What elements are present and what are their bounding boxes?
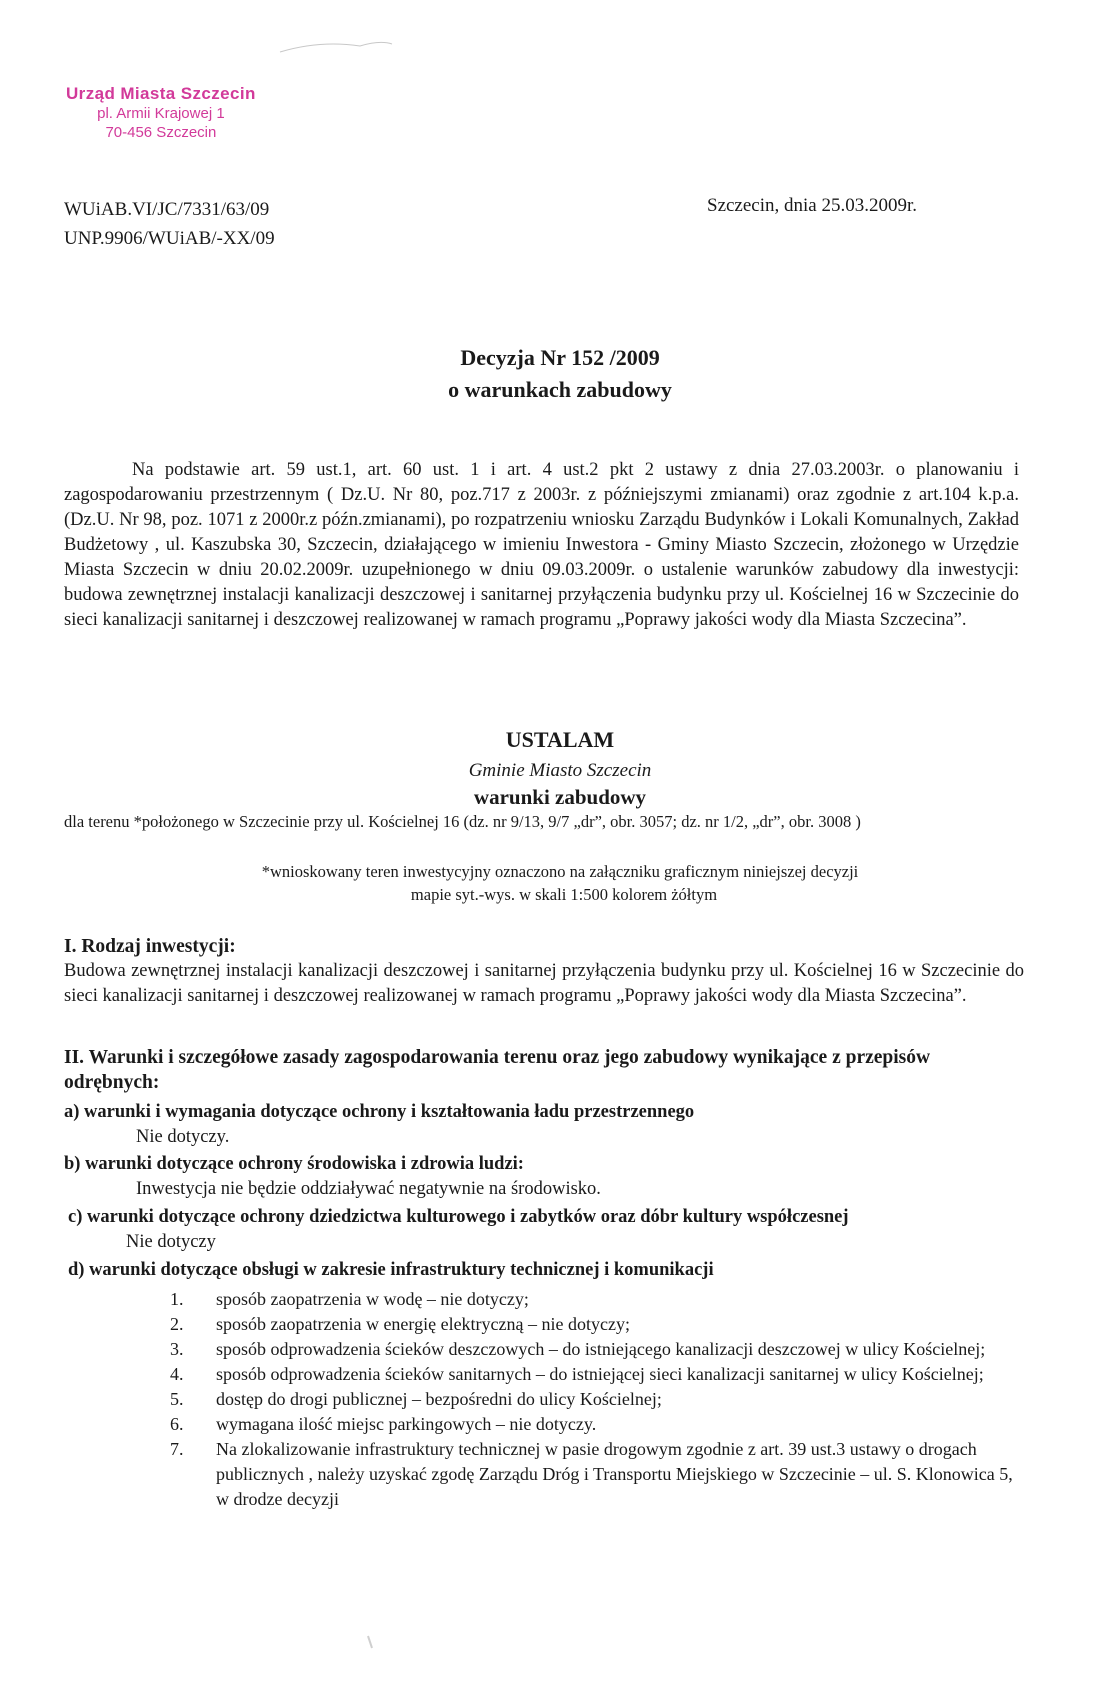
list-item-text: Na zlokalizowanie infrastruktury technicznej w pasie drogowym zgodnie z art. 39 ust.3 ustawy o drogach publicznych , należy uzyskać zgodę Zarządu Dróg i Transportu Miejskiego w Szczecinie – ul. S. Klonowica 5, w drodze decyzji [216,1439,1013,1509]
subsection-d [68,1258,1028,1283]
reference-numbers [64,195,275,253]
list-item [170,1287,1030,1312]
subsection-a-answer: Nie dotyczy. [136,1127,230,1147]
section-one-body: Budowa zewnętrznej instalacji kanalizacji deszczowej i sanitarnej przyłączenia budynku przy ul. Kościelnej 16 w Szczecinie do sieci kanalizacji sanitarnej i deszczowej realizowanej w ramach programu „Poprawy jakości wody dla Miasta Szczecina”. [64,961,1024,1006]
legal-basis-paragraph: Na podstawie art. 59 ust.1, art. 60 ust. 1 i art. 4 ust.2 pkt 2 ustawy z dnia 27.03.2003r. o planowaniu i zagospodarowaniu przestrzennym ( Dz.U. Nr 80, poz.717 z 2003r. z późniejszymi zmianami) oraz zgodnie z art.104 k.p.a. (Dz.U. Nr 98, poz. 1071 z 2000r.z późn.zmianami), po rozpatrzeniu wniosku Zarządu Budynków i Lokali Komunalnych, Zakład Budżetowy , ul. Kaszubska 30, Szczecin, działającego w imieniu Inwestora - Gminy Miasto Szczecin, złożonego w Urzędzie Miasta Szczecin w dniu 20.02.2009r. uzupełnionego w dniu 09.03.2009r. o ustalenie warunków zabudowy dla inwestycji: budowa zewnętrznej instalacji kanalizacji deszczowej i sanitarnej przyłączenia budynku przy ul. Kościelnej 16 w Szczecinie do sieci kanalizacji sanitarnej i deszczowej realizowanej w ramach programu „Poprawy jakości wody dla Miasta Szczecina”. [64,460,1019,630]
list-item-number: 4. [170,1364,184,1384]
subsection-b-label: b) warunki dotyczące ochrony środowiska i zdrowia ludzi: [64,1154,524,1174]
list-item [170,1412,1030,1437]
list-item-text: sposób zaopatrzenia w wodę – nie dotyczy; [216,1289,529,1309]
list-item-number: 7. [170,1439,184,1459]
list-item-number: 3. [170,1339,184,1359]
section-one-title: I. Rodzaj inwestycji: [64,936,236,957]
subsection-c-answer: Nie dotyczy [126,1232,216,1252]
site-description: dla terenu *położonego w Szczecinie przy ul. Kościelnej 16 (dz. nr 9/13, 9/7 „dr”, obr. 3057; dz. nr 1/2, „dr”, obr. 3008 ) [64,812,861,831]
list-item-number: 2. [170,1314,184,1334]
list-item-text: sposób odprowadzenia ścieków deszczowych – do istniejącego kanalizacji deszczowej w ulicy Kościelnej; [216,1339,986,1359]
recipient-line: Gminie Miasto Szczecin [468,760,652,781]
place-and-date: Szczecin, dnia 25.03.2009r. [707,195,918,216]
subsection-b-answer: Inwestycja nie będzie oddziaływać negatywnie na środowisko. [136,1179,601,1199]
section-two-title: II. Warunki i szczegółowe zasady zagospodarowania terenu oraz jego zabudowy wynikające z przepisów odrębnych: [64,1047,931,1093]
list-item-text: dostęp do drogi publicznej – bezpośredni do ulicy Kościelnej; [216,1389,662,1409]
section-investment-type [64,934,1024,1009]
reference-line-2: UNP.9906/WUiAB/-XX/09 [64,228,275,249]
stamp-street: pl. Armii Krajowej 1 [97,105,225,122]
subsection-a-label: a) warunki i wymagania dotyczące ochrony i kształtowania ładu przestrzennego [64,1102,695,1122]
ustalam-heading: USTALAM [505,727,615,752]
subsection-a [64,1100,1024,1150]
subsection-c-label: c) warunki dotyczące ochrony dziedzictwa kulturowego i zabytków oraz dóbr kultury współczesnej [68,1207,849,1227]
list-item [170,1437,1030,1512]
list-item [170,1312,1030,1337]
site-note-line-2: mapie syt.-wys. w skali 1:500 kolorem żółtym [410,885,718,904]
list-item [170,1387,1030,1412]
list-item-text: sposób zaopatrzenia w energię elektryczną – nie dotyczy; [216,1314,630,1334]
decision-title: Decyzja Nr 152 /2009 [460,345,660,370]
list-item-number: 6. [170,1414,184,1434]
office-stamp [66,84,256,142]
section-conditions [64,1045,1024,1095]
stamp-city: 70-456 Szczecin [105,124,217,141]
reference-line-1: WUiAB.VI/JC/7331/63/09 [64,199,270,220]
list-item-text: sposób odprowadzenia ścieków sanitarnych – do istniejącej sieci kanalizacji sanitarnej w ulicy Kościelnej; [216,1364,984,1384]
list-item-number: 1. [170,1289,184,1309]
subsection-c [68,1205,1028,1255]
subsection-b [64,1152,1024,1202]
list-item [170,1362,1030,1387]
stamp-office-name: Urząd Miasta Szczecin [66,84,256,103]
list-item-number: 5. [170,1389,184,1409]
site-note [0,860,1120,906]
conditions-heading: warunki zabudowy [473,785,647,809]
decision-subtitle: o warunkach zabudowy [448,377,672,402]
subsection-d-label: d) warunki dotyczące obsługi w zakresie infrastruktury technicznej i komunikacji [68,1260,714,1280]
infrastructure-list [170,1287,1030,1512]
list-item-text: wymagana ilość miejsc parkingowych – nie dotyczy. [216,1414,597,1434]
site-note-line-1: *wnioskowany teren inwestycyjny oznaczono na załączniku graficznym niniejszej decyzji [261,862,859,881]
list-item [170,1337,1030,1362]
